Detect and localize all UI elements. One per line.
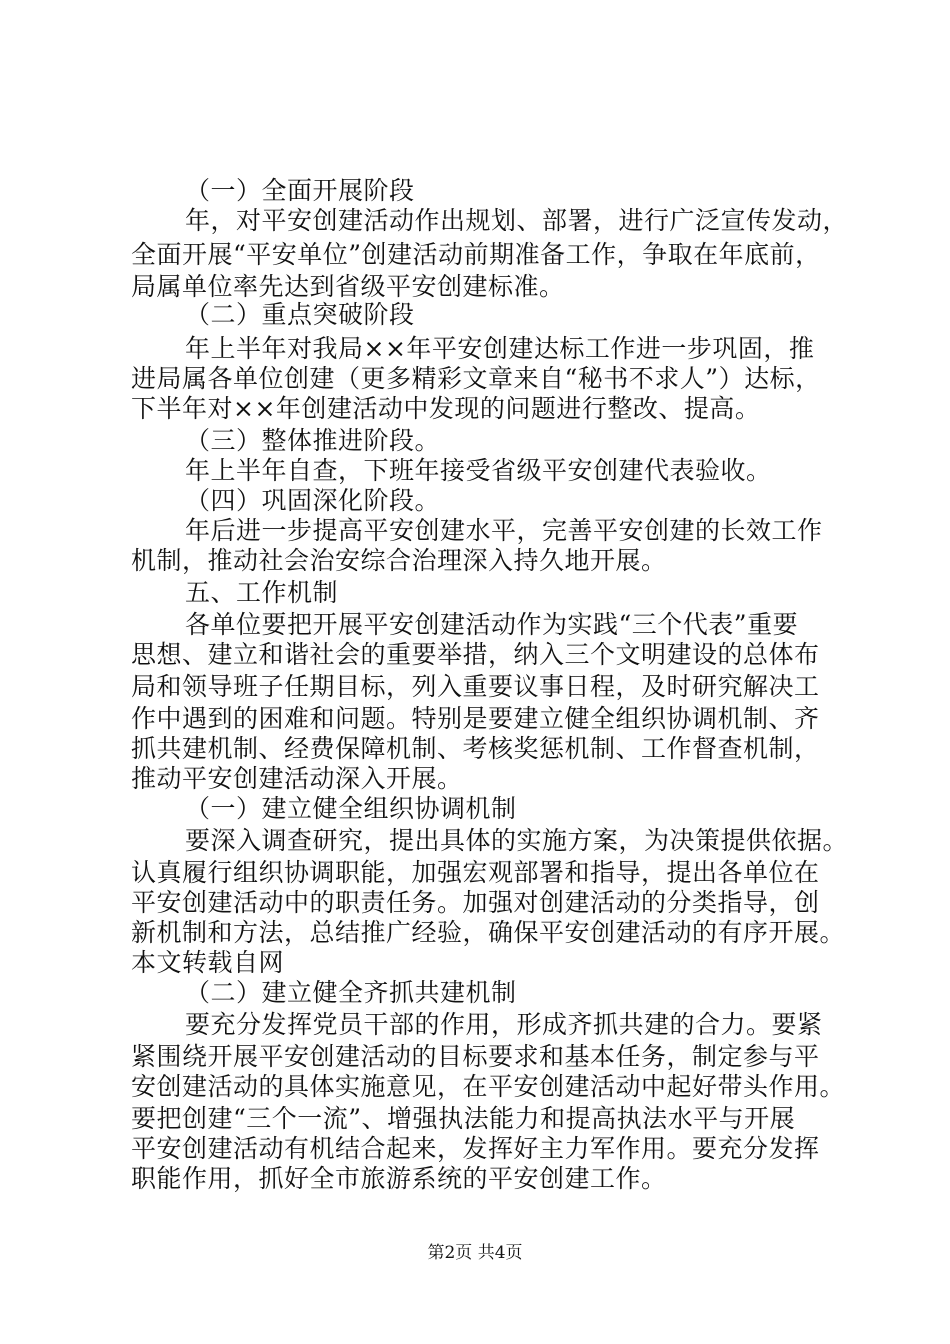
- paragraph-line: 机制，推动社会治安综合治理深入持久地开展。: [131, 546, 667, 575]
- paragraph-line: 局属单位率先达到省级平安创建标准。: [131, 272, 565, 301]
- paragraph-line: 平安创建活动中的职责任务。加强对创建活动的分类指导，创: [131, 888, 820, 917]
- paragraph-line: 安创建活动的具体实施意见，在平安创建活动中起好带头作用。: [131, 1072, 846, 1101]
- page-footer-page-number: 第2页 共4页: [427, 1243, 523, 1263]
- paragraph-line: 平安创建活动有机结合起来，发挥好主力军作用。要充分发挥: [131, 1134, 820, 1163]
- paragraph-line: 要把创建“三个一流”、增强执法能力和提高执法水平与开展: [131, 1104, 796, 1133]
- paragraph-line: 作中遇到的困难和问题。特别是要建立健全组织协调机制、齐: [131, 704, 820, 733]
- paragraph-line: 进局属各单位创建（更多精彩文章来自“秘书不求人”）达标，: [131, 364, 821, 393]
- paragraph-line: 年上半年自查，下班年接受省级平安创建代表验收。: [185, 456, 772, 485]
- paragraph-line: 年，对平安创建活动作出规划、部署，进行广泛宣传发动，: [185, 206, 849, 235]
- heading-phase-2: （二）重点突破阶段: [185, 300, 415, 329]
- paragraph-line: 紧围绕开展平安创建活动的目标要求和基本任务，制定参与平: [131, 1042, 820, 1071]
- paragraph-line: 要充分发挥党员干部的作用，形成齐抓共建的合力。要紧: [185, 1010, 823, 1039]
- subheading-coordination: （一）建立健全组织协调机制: [185, 794, 517, 823]
- paragraph-line: 各单位要把开展平安创建活动作为实践“三个代表”重要: [185, 610, 799, 639]
- paragraph-line: 年后进一步提高平安创建水平，完善平安创建的长效工作: [185, 516, 823, 545]
- paragraph-line: 抓共建机制、经费保障机制、考核奖惩机制、工作督查机制，: [131, 734, 820, 763]
- paragraph-line: 认真履行组织协调职能，加强宏观部署和指导，提出各单位在: [131, 858, 820, 887]
- heading-phase-1: （一）全面开展阶段: [185, 176, 415, 205]
- paragraph-line: 职能作用，抓好全市旅游系统的平安创建工作。: [131, 1164, 667, 1193]
- paragraph-line: 局和领导班子任期目标，列入重要议事日程，及时研究解决工: [131, 672, 820, 701]
- subheading-joint-construction: （二）建立健全齐抓共建机制: [185, 978, 517, 1007]
- paragraph-line: 推动平安创建活动深入开展。: [131, 764, 463, 793]
- paragraph-line: 新机制和方法，总结推广经验，确保平安创建活动的有序开展。: [131, 918, 846, 947]
- paragraph-line: 思想、建立和谐社会的重要举措，纳入三个文明建设的总体布: [131, 640, 820, 669]
- heading-phase-4: （四）巩固深化阶段。: [185, 486, 441, 515]
- section-heading-work-mechanism: 五、工作机制: [185, 578, 339, 607]
- paragraph-line: 全面开展“平安单位”创建活动前期准备工作，争取在年底前，: [131, 240, 821, 269]
- paragraph-line: 要深入调查研究，提出具体的实施方案，为决策提供依据。: [185, 826, 849, 855]
- paragraph-line: 本文转载自网: [131, 948, 285, 977]
- paragraph-line: 年上半年对我局××年平安创建达标工作进一步巩固，推: [185, 334, 815, 363]
- heading-phase-3: （三）整体推进阶段。: [185, 426, 441, 455]
- paragraph-line: 下半年对××年创建活动中发现的问题进行整改、提高。: [131, 394, 761, 423]
